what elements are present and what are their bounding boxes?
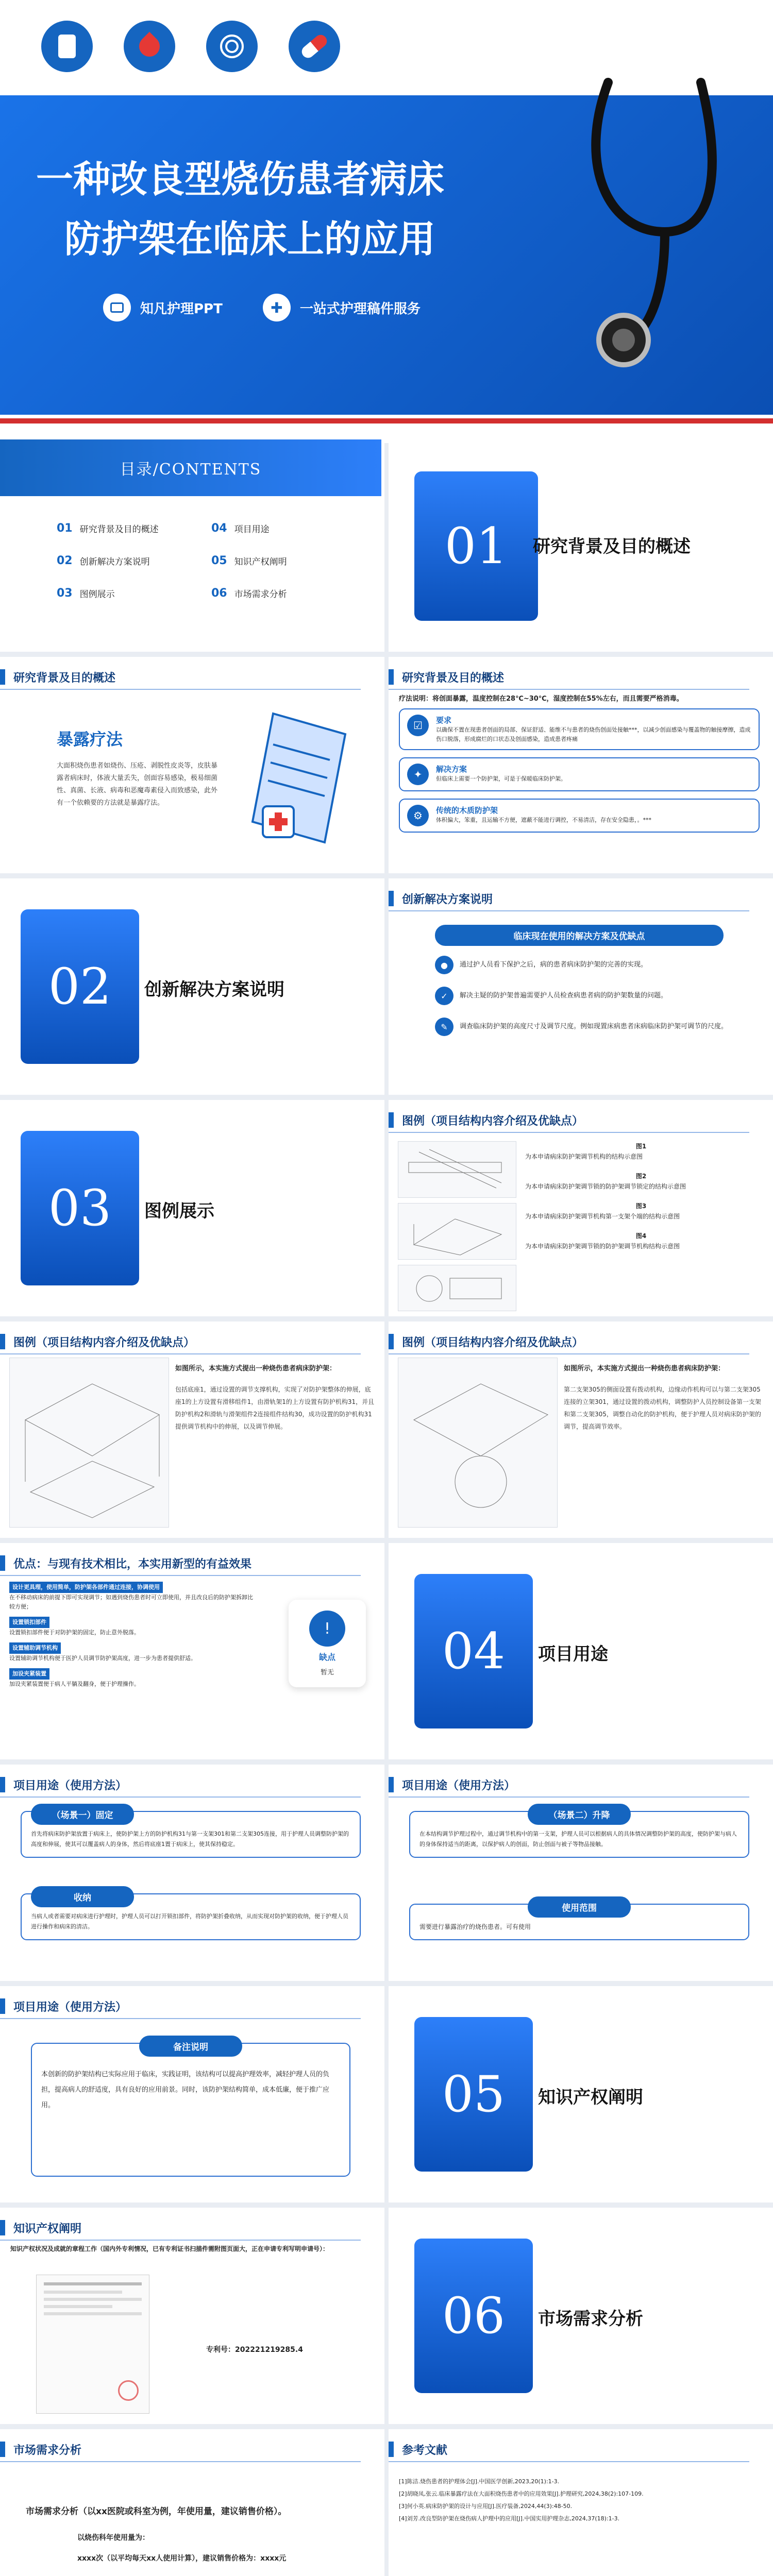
market-line3: xxxx次（以平均每天xx人使用计算），建议销售价格为：xxxx元 bbox=[77, 2554, 287, 2563]
section-number: 04 bbox=[414, 1574, 533, 1728]
advantages-slide bbox=[0, 1543, 384, 1759]
cover-service-text: 一站式护理稿件服务 bbox=[299, 301, 421, 317]
background-intro: 疗法说明：将创面暴露，温度控制在28℃~30℃，湿度控制在55%左右，而且需要严格消毒。 bbox=[399, 695, 683, 703]
section-number: 05 bbox=[414, 2017, 533, 2172]
usage-3-slide bbox=[0, 1986, 384, 2202]
slide-heading: 参考文献 bbox=[402, 2444, 448, 2457]
background-cards bbox=[399, 708, 760, 833]
section-02-slide bbox=[0, 878, 384, 1095]
step-card: 使用范围 需要进行暴露治疗的烧伤患者。可有使用 bbox=[409, 1904, 749, 1940]
slide-heading: 图例（项目结构内容介绍及优缺点） bbox=[402, 1114, 584, 1128]
background-subhead: 暴露疗法 bbox=[57, 730, 123, 749]
figure-3-diagram bbox=[398, 1265, 516, 1311]
background-slide bbox=[0, 657, 384, 873]
cover-slide bbox=[0, 0, 773, 443]
solution-slide bbox=[389, 878, 773, 1095]
toc-item[interactable]: 01 研究背景及目的概述 bbox=[57, 522, 159, 535]
ip-text: 知识产权状况及成就的章程工作（国内外专利情况，已有专利证书扫描件需附图页面大，正在申请专利写明申请号）： bbox=[10, 2245, 329, 2252]
figures2-text: 包括底座1，通过设置的调节支撑机构，实现了对防护架整体的伸展，底座1的上方设置有滑移组件1，由滑轨架1的上方设置有防护机构31，并且防护机构2和滑轨与滑架组件2连接组件结构30，成功设置的防护机构31提供调节机构中的伸展，以及调节伸展。 bbox=[175, 1386, 375, 1430]
list-item: [1]陈洁.烧伤患者的护理体会[J].中国医学创新,2023,20(1):1-3. bbox=[399, 2478, 560, 2485]
slide-heading: 市场需求分析 bbox=[13, 2444, 82, 2457]
fingerprint-icon bbox=[206, 21, 258, 72]
clipboard-icon: ☑ bbox=[407, 715, 429, 736]
blood-drop-icon bbox=[124, 21, 175, 72]
slide-heading: 知识产权阐明 bbox=[13, 2222, 82, 2235]
seal-icon bbox=[118, 2380, 139, 2401]
cover-brand bbox=[103, 294, 421, 321]
list-item: [4]刘芳.改良型防护架在烧伤病人护理中的应用[J].中国实用护理杂志,2024,37(18):1-3. bbox=[399, 2515, 620, 2522]
references-slide bbox=[389, 2429, 773, 2576]
section-number: 01 bbox=[414, 471, 538, 621]
figures3-text: 第二支架305的侧面设置有拨动机构，边缘动作机构可以与第二支架305连接的立架301，通过设置的拨动机构，调整防护人员控制设备第一支架和第二支架305，调整自动化的防护机构，便于护理人员对病床防护架的调节，提高调节效率。 bbox=[564, 1386, 761, 1430]
section-06-slide bbox=[389, 2208, 773, 2424]
list-item: [2]胡晓凤,张云.临床暴露疗法在大面积烧伤患者中的应用效果[J].护理研究,2024,38(2):107-109. bbox=[399, 2490, 644, 2497]
slide-heading: 项目用途（使用方法） bbox=[13, 2001, 127, 2014]
figures-3-slide bbox=[389, 1321, 773, 1538]
slide-heading: 创新解决方案说明 bbox=[402, 893, 493, 906]
toc-title: 目录/CONTENTS bbox=[120, 461, 262, 479]
market-line1: 市场需求分析（以xx医院或科室为例，年使用量，建议销售价格）。 bbox=[26, 2506, 287, 2517]
background-text: 大面积烧伤患者如烧伤、压疮、剥脱性皮炎等，皮肤暴露者病床时，体液大量丢失，创面容易感染，极易细菌性、真菌、长液、病毒和恶魔毒素侵入而致感染，此外有一个依赖要的方法就是暴露疗法。 bbox=[57, 762, 218, 807]
usage-1-slide bbox=[0, 1765, 384, 1981]
camera-icon bbox=[103, 294, 131, 321]
slide-heading: 项目用途（使用方法） bbox=[13, 1779, 127, 1792]
figure-2-diagram bbox=[398, 1203, 516, 1260]
toc-slide bbox=[0, 435, 384, 652]
section-label: 项目用途 bbox=[538, 1644, 608, 1665]
patent-number: 专利号：202221219285.4 bbox=[206, 2346, 303, 2354]
section-04-slide bbox=[389, 1543, 773, 1759]
info-card: ✦ 解决方案 但临床上需要一个防护架，可是于保暖临床防护架。 bbox=[399, 757, 760, 791]
step-card: （场景二）升降 在本结构调节护理过程中，通过调节机构中的第一支架，护理人员可以根据病人的具体情况调整防护架的高度，使防护架与病人的身体保持适当的距离，以保护病人的创面，防止创面与被子等物品接触。 bbox=[409, 1811, 749, 1858]
note-card: 备注说明 本创新的防护架结构已实际应用于临床，实践证明，该结构可以提高护理效率，减轻护理人员的负担，提高病人的舒适度，具有良好的应用前景。同时，该防护架结构简单，成本低廉，便于推广应用。 bbox=[31, 2043, 350, 2177]
info-card: ☑ 要求 以确保不置在现患者创面的局部、保证舒适、能维不与患者的烧伤创面处接触***，以减少创面感染与覆盖物的触接摩擦，造成伤口脱落，形成腐烂的口状态及创面感染，造成患者疼痛 bbox=[399, 708, 760, 750]
hand-icon: ✚ bbox=[263, 294, 291, 321]
list-item: ● 通过护人员看下保护之后，病的患者病床防护架的完善的实现。 bbox=[435, 956, 734, 974]
slide-heading: 项目用途（使用方法） bbox=[402, 1779, 516, 1792]
solution-list bbox=[435, 956, 734, 1036]
slide-heading: 研究背景及目的概述 bbox=[13, 671, 116, 685]
section-label: 创新解决方案说明 bbox=[144, 979, 284, 1000]
lightbulb-icon: ✦ bbox=[407, 764, 429, 785]
edit-icon: ✎ bbox=[435, 1018, 453, 1036]
cover-title-line1: 一种改良型烧伤患者病床 bbox=[36, 158, 445, 201]
section-label: 图例展示 bbox=[144, 1201, 214, 1222]
scroll-illustration-icon bbox=[242, 703, 361, 853]
section-number: 02 bbox=[21, 909, 139, 1064]
info-card: ⚙ 传统的木质防护架 体积偏大，笨重，且运输不方便，遮蔽不能进行调控，不易清洁，存在安全隐患，。*** bbox=[399, 799, 760, 833]
section-number: 03 bbox=[21, 1131, 139, 1285]
section-number: 06 bbox=[414, 2239, 533, 2393]
section-label: 研究背景及目的概述 bbox=[533, 536, 691, 557]
section-05-slide bbox=[389, 1986, 773, 2202]
usage-2-slide bbox=[389, 1765, 773, 1981]
patent-certificate bbox=[36, 2275, 149, 2414]
section-label: 市场需求分析 bbox=[538, 2309, 643, 2329]
structure-diagram bbox=[9, 1358, 169, 1528]
check-icon: ✓ bbox=[435, 987, 453, 1005]
cover-title-line2: 防护架在临床上的应用 bbox=[64, 217, 436, 261]
capsule-icon bbox=[289, 21, 340, 72]
toc-item[interactable]: 05 知识产权阐明 bbox=[211, 554, 287, 567]
section-03-slide bbox=[0, 1100, 384, 1316]
slide-heading: 图例（项目结构内容介绍及优缺点） bbox=[13, 1336, 195, 1349]
section-label: 知识产权阐明 bbox=[538, 2087, 643, 2108]
background-detail-slide bbox=[389, 657, 773, 873]
figures3-intro: 如图所示，本实施方式提出一种烧伤患者病床防护架： bbox=[564, 1365, 725, 1372]
step-card: 收纳 当病人或者需要对病床进行护理时，护理人员可以打开锁扣部件，将防护架折叠收纳，从而实现对防护架的收纳，便于护理人员进行操作和病床的清洁。 bbox=[21, 1893, 361, 1940]
figures-2-slide bbox=[0, 1321, 384, 1538]
cover-red-line bbox=[0, 418, 773, 423]
figure-1-diagram bbox=[398, 1141, 516, 1198]
list-item: ✓ 解决主疑的防护架普遍需要护人员检查病患者病的防护架数量的问题。 bbox=[435, 987, 734, 1005]
ip-slide bbox=[0, 2208, 384, 2424]
toc-item[interactable]: 04 项目用途 bbox=[211, 522, 270, 535]
toc-item[interactable]: 03 图例展示 bbox=[57, 587, 115, 600]
toc-item[interactable]: 06 市场需求分析 bbox=[211, 587, 287, 600]
slide-heading: 优点：与现有技术相比，本实用新型的有益效果 bbox=[13, 1557, 252, 1571]
figures2-intro: 如图所示，本实施方式提出一种烧伤患者病床防护架： bbox=[175, 1365, 337, 1372]
step-card: （场景一）固定 首先将病床防护架放置于病床上，使防护架上方的防护机构31与第一支架301和第二支架305连接，用于护理人员调整防护架的高度和伸展，使其可以覆盖病人的身体，然后将底座1置于病床上，使其保持稳定。 bbox=[21, 1811, 361, 1858]
figures-slide bbox=[389, 1100, 773, 1316]
market-line2: 以烧伤科年使用量为： bbox=[77, 2534, 149, 2542]
cover-title bbox=[36, 149, 444, 269]
gear-icon: ⚙ bbox=[407, 805, 429, 826]
user-icon: ● bbox=[435, 956, 453, 974]
structure-diagram bbox=[398, 1358, 558, 1528]
warning-icon: ! bbox=[309, 1611, 345, 1647]
disadvantage-badge: ! 缺点 暂无 bbox=[289, 1600, 366, 1687]
stethoscope-icon bbox=[546, 62, 752, 371]
advantages-list: 设计更具理，使用简单，防护架各部件通过连接，协调使用 在不移动病床的前提下即可实现调节；如遇到烧伤患者时可立即使用，并且改良后的防护架拆卸比较方便； 设置锁扣部件 设置锁扣部件便于对防护架的固定，防止意外脱落。 设置辅助调节机构 设置辅助调节机构便于医护人员调节防护架高度，进一步为患者提供舒适。 加设夹紧装置 加设夹紧装置便于病人平躺及翻身，便于护理操作。 bbox=[9, 1582, 257, 1689]
list-item: ✎ 调查临床防护架的高度尺寸及调节尺度。例如现置床病患者床病临床防护架可调节的尺度。 bbox=[435, 1018, 734, 1036]
list-item: [3]何小英.病床防护架的设计与应用[J].医疗装备,2024,44(3):48-50. bbox=[399, 2503, 573, 2510]
blood-bag-icon bbox=[41, 21, 93, 72]
figure-labels: 图1 为本申请病床防护架调节机构的结构示意图 图2 为本申请病床防护架调节锁的防护架调节锁定的结构示意图 图3 为本申请病床防护架调节机构第一支架个端的结构示意图 图4 为本申请病床防护架调节锁的防护架调节机构结构示意图 bbox=[525, 1143, 686, 1250]
reference-list bbox=[399, 2476, 760, 2525]
slide-heading: 图例（项目结构内容介绍及优缺点） bbox=[402, 1336, 584, 1349]
toc-list bbox=[57, 522, 356, 600]
toc-item[interactable]: 02 创新解决方案说明 bbox=[57, 554, 150, 567]
market-slide bbox=[0, 2429, 384, 2576]
slide-heading: 研究背景及目的概述 bbox=[402, 671, 505, 685]
cover-brand-text: 知凡护理PPT bbox=[140, 301, 223, 317]
toc-header bbox=[0, 439, 381, 496]
solution-box-title: 临床现在使用的解决方案及优缺点 bbox=[435, 925, 724, 946]
section-01-slide bbox=[389, 435, 773, 652]
cover-icon-row bbox=[41, 21, 340, 72]
